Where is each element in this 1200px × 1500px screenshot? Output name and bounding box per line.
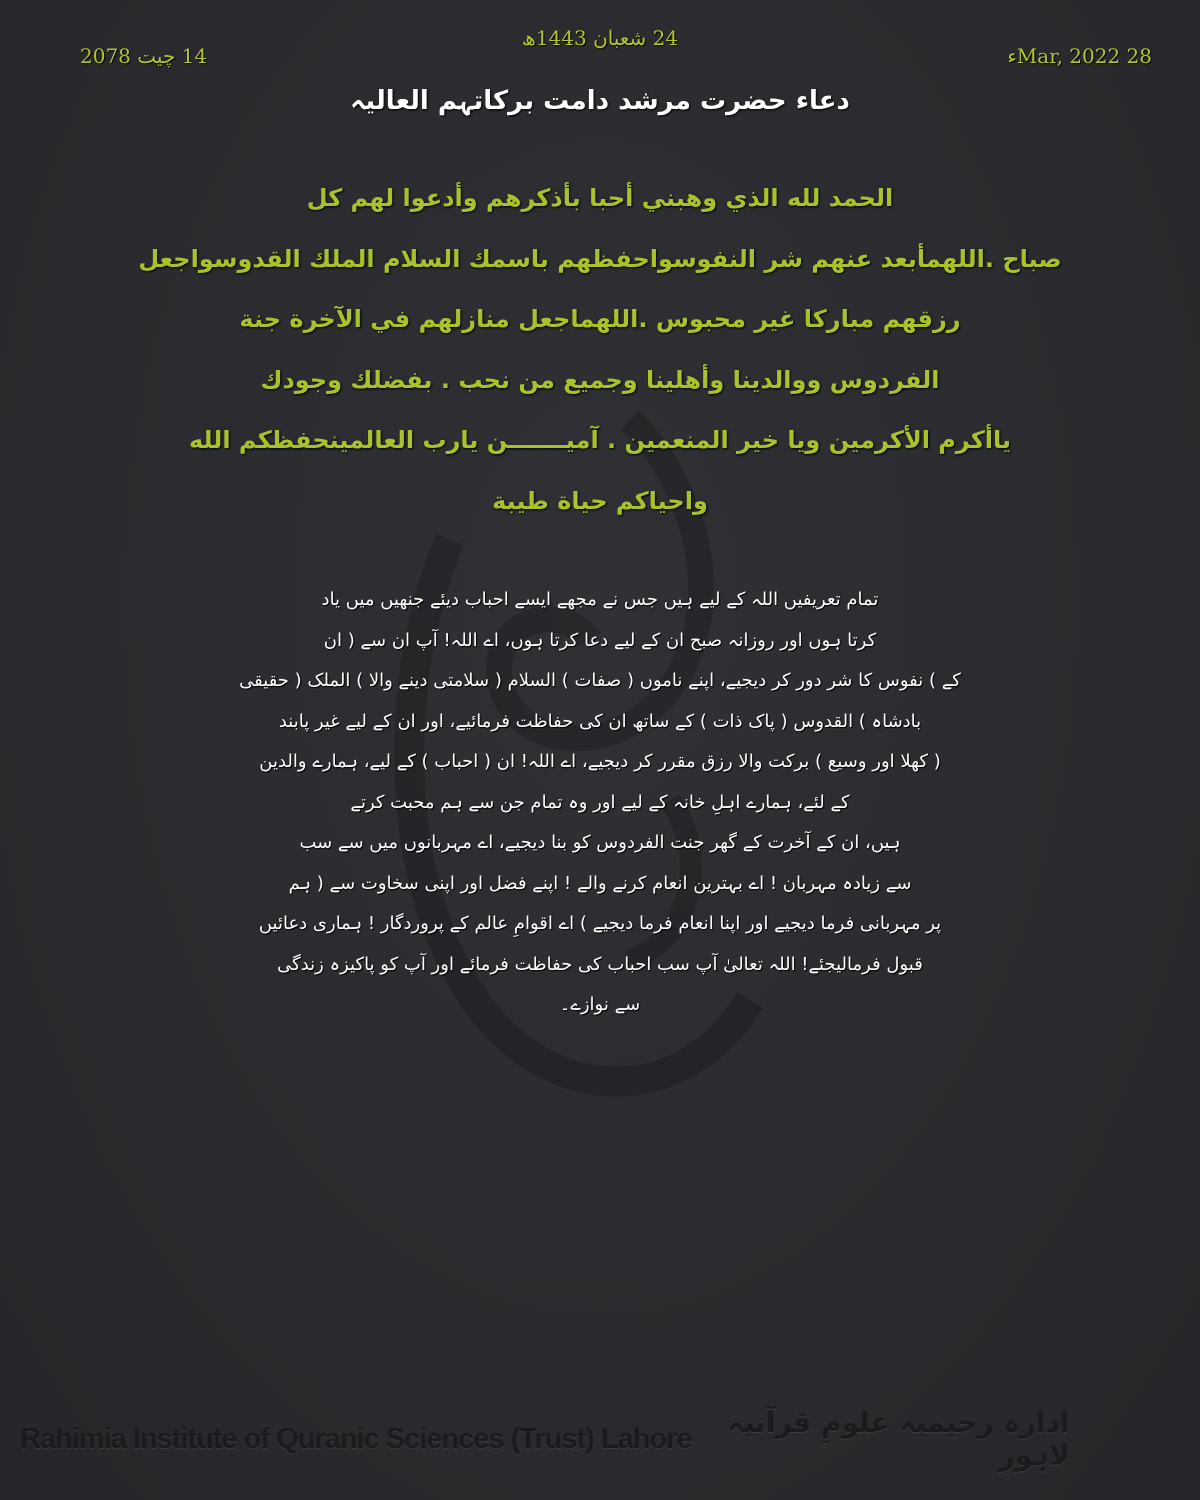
arabic-line: ياأكرم الأكرمين ويا خير المنعمين . آميـــــــن يارب العالمينحفظكم الله bbox=[188, 426, 1012, 454]
urdu-line: قبول فرمالیجئے! اللہ تعالیٰ آپ سب احباب کی حفاظت فرمائے اور آپ کو پاکیزہ زندگی bbox=[277, 953, 923, 975]
urdu-line: پر مہربانی فرما دیجیے اور اپنا انعام فرما دیجیے ) اے اقوامِ عالم کے پروردگار ! ہماری دعائیں bbox=[258, 913, 942, 934]
arabic-dua bbox=[70, 168, 1130, 531]
hijri-date: 24 شعبان 1443ھ bbox=[521, 26, 679, 50]
urdu-line: ( کھلا اور وسیع ) برکت والا رزق مقرر کر دیجیے، اے اللہ! ان ( احباب ) کے لیے، ہمارے والدین bbox=[259, 751, 941, 772]
arabic-line: رزقهم مباركا غير محبوس .اللهماجعل منازلهم في الآخرة جنة bbox=[239, 305, 961, 333]
arabic-line: الحمد لله الذي وهبني أحبا بأذكرهم وأدعوا لهم كل bbox=[306, 184, 894, 212]
gregorian-date: 28 Mar, 2022ء bbox=[1007, 44, 1152, 68]
urdu-line: تمام تعریفیں اللہ کے لیے ہیں جس نے مجھے ایسے احباب دیئے جنھیں میں یاد bbox=[321, 589, 879, 610]
urdu-line: بادشاہ ) القدوس ( پاک ذات ) کے ساتھ ان کی حفاظت فرمائیے، اور ان کے لیے غیر پابند bbox=[278, 710, 922, 732]
bikrami-date: 14 چیت 2078 bbox=[80, 44, 208, 68]
arabic-line: صباح .اللهمأبعد عنهم شر النفوسواحفظهم باسمك السلام الملك القدوسواجعل bbox=[138, 244, 1062, 273]
arabic-line: الفردوس ووالدينا وأهلينا وجميع من نحب . بفضلك وجودك bbox=[260, 365, 940, 394]
urdu-line: کے ) نفوس کا شر دور کر دیجیے، اپنے ناموں ( صفات ) السلام ( سلامتی دینے والا ) الملک ( حقیقی bbox=[239, 670, 961, 691]
urdu-line: سے نوازے۔ bbox=[559, 994, 641, 1015]
footer-institute-logo: ادارہ رحیمیہ علومِ قرآنیہ لاہور bbox=[727, 1406, 1070, 1472]
urdu-line: کرتا ہوں اور روزانہ صبح ان کے لیے دعا کرتا ہوں، اے اللہ! آپ ان سے ( ان bbox=[323, 629, 877, 651]
urdu-line: ہیں، ان کے آخرت کے گھر جنت الفردوس کو بنا دیجیے، اے مہربانوں میں سے سب bbox=[299, 832, 901, 853]
footer bbox=[20, 1404, 1180, 1474]
urdu-line: سے زیادہ مہربان ! اے بہترین انعام کرنے والے ! اپنے فضل اور اپنی سخاوت سے ( ہم bbox=[288, 872, 912, 894]
urdu-line: کے لئے، ہمارے اہلِ خانہ کے لیے اور وہ تمام جن سے ہم محبت کرتے bbox=[350, 791, 850, 813]
urdu-translation bbox=[120, 580, 1080, 1026]
page-title: دعاء حضرت مرشد دامت برکاتہم العالیہ bbox=[350, 86, 850, 116]
footer-institute-name: Rahimia Institute of Quranic Sciences (Trust) Lahore bbox=[20, 1422, 692, 1455]
arabic-line: واحياكم حياة طيبة bbox=[492, 486, 708, 515]
